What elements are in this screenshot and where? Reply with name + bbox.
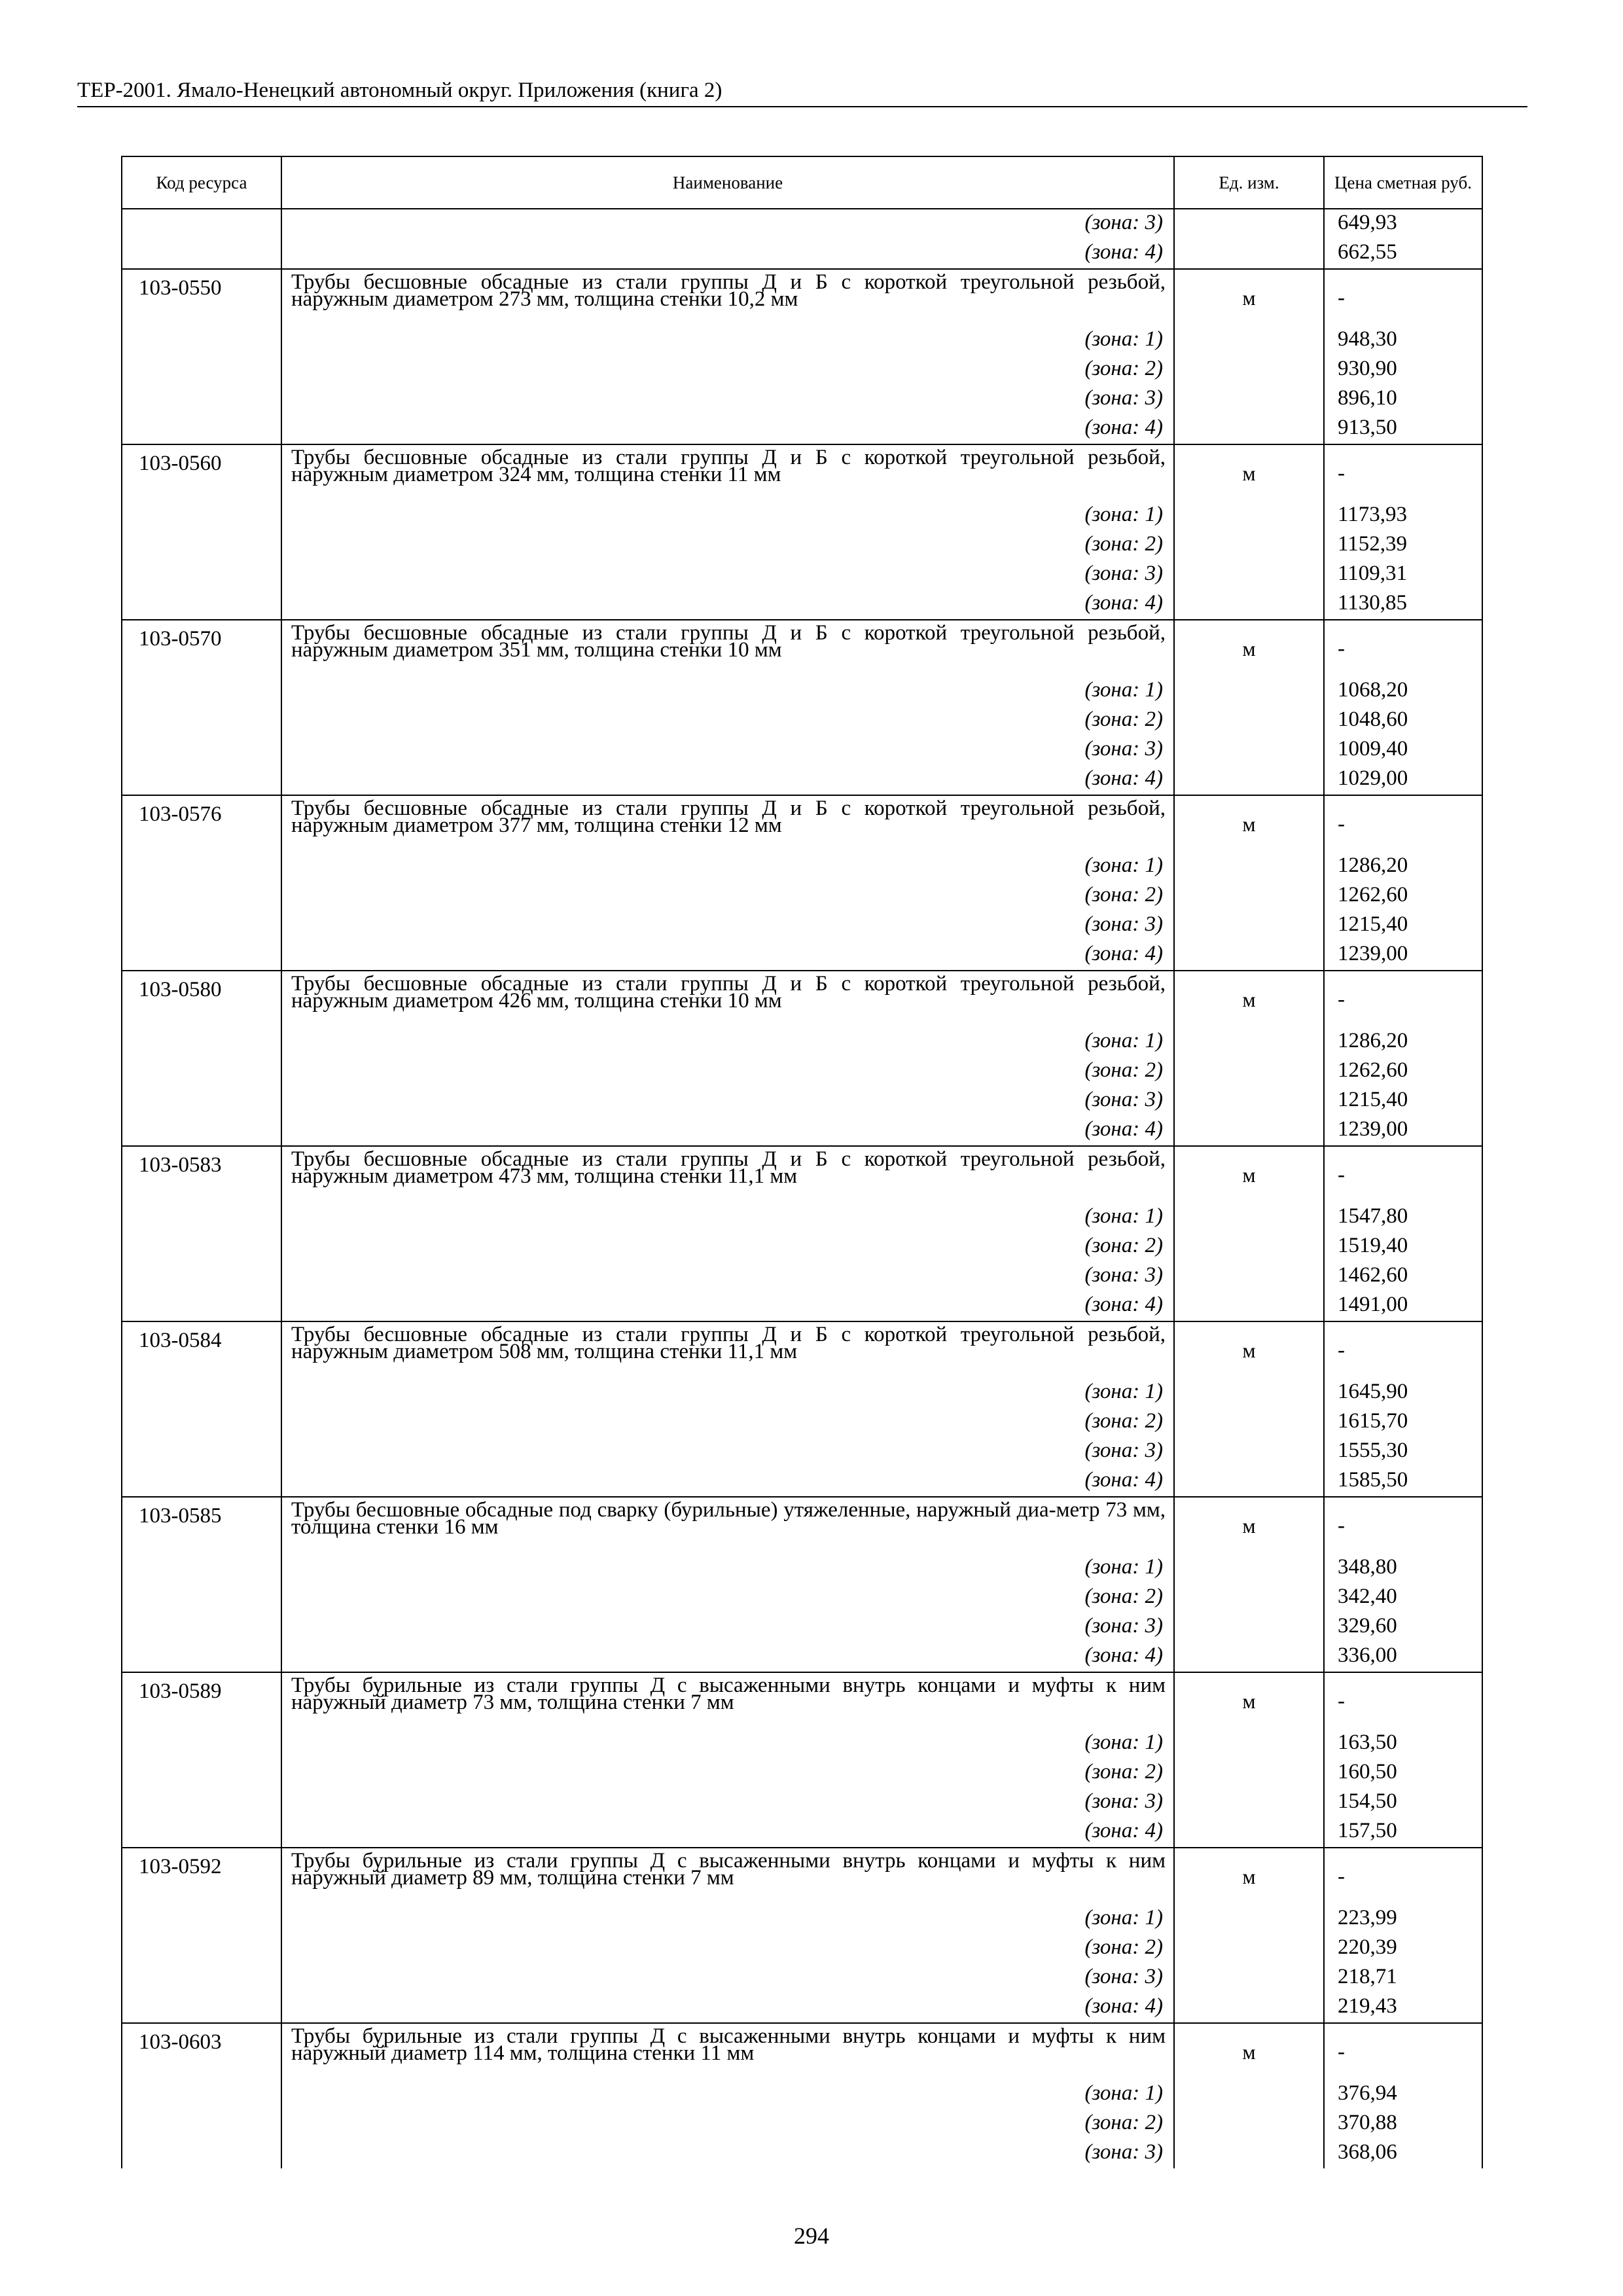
- unit-cell-empty: [1174, 1759, 1324, 1788]
- zone-price: 376,94: [1324, 2080, 1482, 2109]
- resource-code: 103-0576: [122, 795, 281, 971]
- zone-label: (зона: 1): [281, 1378, 1174, 1408]
- unit-cell-empty: [1174, 2109, 1324, 2139]
- zone-price: 336,00: [1324, 1642, 1482, 1672]
- zone-row: [122, 531, 1482, 560]
- unit-cell-empty: [1174, 765, 1324, 795]
- resource-row: [122, 620, 1482, 677]
- unit-cell-empty: [1174, 590, 1324, 620]
- resource-price: -: [1324, 971, 1482, 1028]
- unit-cell-empty: [1174, 1613, 1324, 1642]
- zone-row: [122, 1642, 1482, 1672]
- zone-price: 1262,60: [1324, 882, 1482, 911]
- resource-code: 103-0584: [122, 1321, 281, 1497]
- zone-label: (зона: 2): [281, 706, 1174, 736]
- continuation-group: [122, 209, 1482, 269]
- zone-price: 1555,30: [1324, 1437, 1482, 1467]
- zone-label: (зона: 3): [281, 1086, 1174, 1116]
- zone-row: [122, 239, 1482, 269]
- unit-cell-empty: [1174, 1028, 1324, 1057]
- zone-label: (зона: 3): [281, 736, 1174, 765]
- zone-price: 160,50: [1324, 1759, 1482, 1788]
- zone-label: (зона: 1): [281, 1554, 1174, 1583]
- unit-cell-empty: [1174, 560, 1324, 590]
- zone-row: [122, 1378, 1482, 1408]
- zone-price: 1215,40: [1324, 1086, 1482, 1116]
- zone-price: 1215,40: [1324, 911, 1482, 941]
- zone-price: 662,55: [1324, 239, 1482, 269]
- zone-price: 220,39: [1324, 1934, 1482, 1964]
- zone-label: (зона: 3): [281, 385, 1174, 414]
- unit-cell-empty: [1174, 1232, 1324, 1262]
- zone-row: [122, 1818, 1482, 1848]
- resource-price: -: [1324, 2023, 1482, 2080]
- resource-name: Трубы бурильные из стали группы Д с высаженными внутрь концами и муфты к ним наружный диаметр 89 мм, толщина стенки 7 мм: [281, 1848, 1174, 1905]
- zone-label: (зона: 2): [281, 882, 1174, 911]
- zone-label: (зона: 3): [281, 2139, 1174, 2168]
- resource-name: Трубы бесшовные обсадные из стали группы Д и Б с короткой треугольной резьбой, наружным диаметром 377 мм, толщина стенки 12 мм: [281, 795, 1174, 852]
- unit-cell-empty: [1174, 1291, 1324, 1321]
- resource-name: Трубы бесшовные обсадные из стали группы Д и Б с короткой треугольной резьбой, наружным диаметром 351 мм, толщина стенки 10 мм: [281, 620, 1174, 677]
- zone-price: 1109,31: [1324, 560, 1482, 590]
- resource-code: 103-0603: [122, 2023, 281, 2168]
- zone-price: 1262,60: [1324, 1057, 1482, 1086]
- unit-cell-empty: [1174, 1262, 1324, 1291]
- zone-row: [122, 2080, 1482, 2109]
- resource-price: -: [1324, 1146, 1482, 1203]
- unit-cell-empty: [1174, 1993, 1324, 2023]
- zone-row: [122, 1116, 1482, 1146]
- zone-price: 154,50: [1324, 1788, 1482, 1818]
- resource-group: [122, 2023, 1482, 2168]
- zone-price: 1547,80: [1324, 1203, 1482, 1232]
- unit-cell-empty: [1174, 1086, 1324, 1116]
- zone-row: [122, 1437, 1482, 1467]
- zone-price: 1029,00: [1324, 765, 1482, 795]
- zone-label: (зона: 1): [281, 852, 1174, 882]
- zone-label: (зона: 3): [281, 1613, 1174, 1642]
- resource-group: [122, 620, 1482, 795]
- unit-cell-empty: [1174, 239, 1324, 269]
- zone-label: (зона: 4): [281, 1642, 1174, 1672]
- zone-price: 930,90: [1324, 355, 1482, 385]
- zone-label: (зона: 2): [281, 2109, 1174, 2139]
- page-number: 294: [794, 2223, 829, 2249]
- resource-code: 103-0580: [122, 971, 281, 1146]
- resource-group: [122, 971, 1482, 1146]
- resource-unit: м: [1174, 971, 1324, 1028]
- zone-row: [122, 941, 1482, 971]
- resource-row: [122, 1672, 1482, 1729]
- zone-row: [122, 765, 1482, 795]
- resource-price: -: [1324, 444, 1482, 501]
- column-header-price: Цена сметная руб.: [1324, 156, 1482, 209]
- zone-label: (зона: 2): [281, 1408, 1174, 1437]
- zone-row: [122, 1554, 1482, 1583]
- resource-price: -: [1324, 795, 1482, 852]
- zone-label: (зона: 1): [281, 1905, 1174, 1934]
- unit-cell-empty: [1174, 677, 1324, 706]
- zone-row: [122, 736, 1482, 765]
- zone-price: 948,30: [1324, 326, 1482, 355]
- unit-cell-empty: [1174, 1583, 1324, 1613]
- zone-row: [122, 1086, 1482, 1116]
- zone-label: (зона: 4): [281, 765, 1174, 795]
- resource-row: [122, 1146, 1482, 1203]
- zone-label: (зона: 3): [281, 911, 1174, 941]
- zone-price: 368,06: [1324, 2139, 1482, 2168]
- zone-label: (зона: 4): [281, 1467, 1174, 1497]
- unit-cell-empty: [1174, 1788, 1324, 1818]
- zone-label: (зона: 4): [281, 1291, 1174, 1321]
- zone-row: [122, 1028, 1482, 1057]
- resource-code: 103-0550: [122, 269, 281, 444]
- unit-cell-empty: [1174, 1729, 1324, 1759]
- resource-row: [122, 1321, 1482, 1378]
- zone-row: [122, 1057, 1482, 1086]
- zone-label: (зона: 4): [281, 941, 1174, 971]
- zone-label: (зона: 3): [281, 1788, 1174, 1818]
- zone-price: 1009,40: [1324, 736, 1482, 765]
- resource-row: [122, 1497, 1482, 1554]
- zone-row: [122, 882, 1482, 911]
- resource-name: Трубы бесшовные обсадные из стали группы Д и Б с короткой треугольной резьбой, наружным диаметром 273 мм, толщина стенки 10,2 мм: [281, 269, 1174, 326]
- zone-price: 649,93: [1324, 209, 1482, 239]
- resource-row: [122, 269, 1482, 326]
- resource-name: Трубы бесшовные обсадные из стали группы Д и Б с короткой треугольной резьбой, наружным диаметром 324 мм, толщина стенки 11 мм: [281, 444, 1174, 501]
- zone-row: [122, 2139, 1482, 2168]
- zone-row: [122, 1729, 1482, 1759]
- zone-row: [122, 2109, 1482, 2139]
- resource-code: 103-0570: [122, 620, 281, 795]
- zone-label: (зона: 2): [281, 355, 1174, 385]
- resource-unit: м: [1174, 1672, 1324, 1729]
- code-cell-empty: [122, 239, 281, 269]
- resource-group: [122, 1146, 1482, 1321]
- zone-price: 896,10: [1324, 385, 1482, 414]
- unit-cell-empty: [1174, 1203, 1324, 1232]
- zone-label: (зона: 3): [281, 560, 1174, 590]
- header-rule: [77, 106, 1527, 107]
- zone-price: 1173,93: [1324, 501, 1482, 531]
- unit-cell-empty: [1174, 852, 1324, 882]
- resource-group: [122, 444, 1482, 620]
- resource-name: Трубы бурильные из стали группы Д с высаженными внутрь концами и муфты к ним наружный диаметр 114 мм, толщина стенки 11 мм: [281, 2023, 1174, 2080]
- zone-price: 1286,20: [1324, 1028, 1482, 1057]
- resource-code: 103-0589: [122, 1672, 281, 1848]
- resource-price: -: [1324, 1672, 1482, 1729]
- zone-price: 342,40: [1324, 1583, 1482, 1613]
- zone-row: [122, 1203, 1482, 1232]
- resource-row: [122, 444, 1482, 501]
- unit-cell-empty: [1174, 736, 1324, 765]
- zone-row: [122, 326, 1482, 355]
- zone-label: (зона: 3): [281, 1262, 1174, 1291]
- zone-row: [122, 385, 1482, 414]
- unit-cell-empty: [1174, 385, 1324, 414]
- zone-price: 1585,50: [1324, 1467, 1482, 1497]
- resource-table-wrapper: [121, 156, 1483, 2168]
- unit-cell-empty: [1174, 209, 1324, 239]
- resource-unit: м: [1174, 269, 1324, 326]
- unit-cell-empty: [1174, 911, 1324, 941]
- zone-label: (зона: 2): [281, 1232, 1174, 1262]
- zone-price: 370,88: [1324, 2109, 1482, 2139]
- resource-code: 103-0585: [122, 1497, 281, 1672]
- zone-row: [122, 1467, 1482, 1497]
- unit-cell-empty: [1174, 941, 1324, 971]
- resource-name: Трубы бурильные из стали группы Д с высаженными внутрь концами и муфты к ним наружный диаметр 73 мм, толщина стенки 7 мм: [281, 1672, 1174, 1729]
- unit-cell-empty: [1174, 1818, 1324, 1848]
- zone-row: [122, 1408, 1482, 1437]
- table-header-row: [122, 156, 1482, 209]
- zone-row: [122, 1905, 1482, 1934]
- zone-price: 219,43: [1324, 1993, 1482, 2023]
- zone-label: (зона: 1): [281, 1203, 1174, 1232]
- zone-price: 913,50: [1324, 414, 1482, 444]
- zone-price: 1239,00: [1324, 941, 1482, 971]
- resource-unit: м: [1174, 795, 1324, 852]
- unit-cell-empty: [1174, 2080, 1324, 2109]
- zone-label: (зона: 3): [281, 1964, 1174, 1993]
- zone-row: [122, 1934, 1482, 1964]
- unit-cell-empty: [1174, 1437, 1324, 1467]
- resource-row: [122, 2023, 1482, 2080]
- resource-code: 103-0583: [122, 1146, 281, 1321]
- zone-label: (зона: 4): [281, 1818, 1174, 1848]
- zone-row: [122, 414, 1482, 444]
- zone-label: (зона: 4): [281, 239, 1174, 269]
- page-header-title: ТЕР-2001. Ямало-Ненецкий автономный округ. Приложения (книга 2): [77, 79, 722, 102]
- zone-label: (зона: 1): [281, 1729, 1174, 1759]
- unit-cell-empty: [1174, 1057, 1324, 1086]
- zone-row: [122, 1964, 1482, 1993]
- zone-price: 348,80: [1324, 1554, 1482, 1583]
- zone-label: (зона: 3): [281, 209, 1174, 239]
- zone-price: 163,50: [1324, 1729, 1482, 1759]
- zone-row: [122, 677, 1482, 706]
- zone-row: [122, 852, 1482, 882]
- unit-cell-empty: [1174, 706, 1324, 736]
- column-header-name: Наименование: [281, 156, 1174, 209]
- unit-cell-empty: [1174, 501, 1324, 531]
- resource-name: Трубы бесшовные обсадные из стали группы Д и Б с короткой треугольной резьбой, наружным диаметром 473 мм, толщина стенки 11,1 мм: [281, 1146, 1174, 1203]
- unit-cell-empty: [1174, 1467, 1324, 1497]
- resource-group: [122, 1497, 1482, 1672]
- unit-cell-empty: [1174, 2139, 1324, 2168]
- resource-row: [122, 795, 1482, 852]
- zone-row: [122, 706, 1482, 736]
- zone-row: [122, 911, 1482, 941]
- resource-unit: м: [1174, 1848, 1324, 1905]
- resource-price: -: [1324, 1321, 1482, 1378]
- resource-name: Трубы бесшовные обсадные под сварку (бурильные) утяжеленные, наружный диа-метр 73 мм, толщина стенки 16 мм: [281, 1497, 1174, 1554]
- zone-row: [122, 560, 1482, 590]
- unit-cell-empty: [1174, 1964, 1324, 1993]
- zone-price: 1239,00: [1324, 1116, 1482, 1146]
- resource-unit: м: [1174, 1497, 1324, 1554]
- resource-row: [122, 971, 1482, 1028]
- zone-price: 1462,60: [1324, 1262, 1482, 1291]
- zone-row: [122, 1232, 1482, 1262]
- zone-price: 1645,90: [1324, 1378, 1482, 1408]
- zone-price: 1519,40: [1324, 1232, 1482, 1262]
- resource-price: -: [1324, 620, 1482, 677]
- column-header-unit: Ед. изм.: [1174, 156, 1324, 209]
- resource-group: [122, 269, 1482, 444]
- resource-price: -: [1324, 1497, 1482, 1554]
- zone-label: (зона: 4): [281, 590, 1174, 620]
- zone-label: (зона: 1): [281, 501, 1174, 531]
- zone-label: (зона: 3): [281, 1437, 1174, 1467]
- zone-price: 1068,20: [1324, 677, 1482, 706]
- resource-unit: м: [1174, 2023, 1324, 2080]
- zone-label: (зона: 1): [281, 2080, 1174, 2109]
- zone-row: [122, 1613, 1482, 1642]
- zone-row: [122, 1788, 1482, 1818]
- resource-unit: м: [1174, 1321, 1324, 1378]
- zone-price: 1491,00: [1324, 1291, 1482, 1321]
- unit-cell-empty: [1174, 1378, 1324, 1408]
- resource-unit: м: [1174, 1146, 1324, 1203]
- resource-group: [122, 1321, 1482, 1497]
- zone-label: (зона: 1): [281, 1028, 1174, 1057]
- zone-price: 1286,20: [1324, 852, 1482, 882]
- resource-row: [122, 1848, 1482, 1905]
- zone-price: 223,99: [1324, 1905, 1482, 1934]
- zone-label: (зона: 4): [281, 414, 1174, 444]
- zone-row: [122, 1262, 1482, 1291]
- unit-cell-empty: [1174, 1642, 1324, 1672]
- resource-code: 103-0592: [122, 1848, 281, 2023]
- resource-group: [122, 795, 1482, 971]
- zone-label: (зона: 2): [281, 1057, 1174, 1086]
- unit-cell-empty: [1174, 1934, 1324, 1964]
- unit-cell-empty: [1174, 414, 1324, 444]
- unit-cell-empty: [1174, 1116, 1324, 1146]
- zone-row: [122, 590, 1482, 620]
- resource-name: Трубы бесшовные обсадные из стали группы Д и Б с короткой треугольной резьбой, наружным диаметром 508 мм, толщина стенки 11,1 мм: [281, 1321, 1174, 1378]
- unit-cell-empty: [1174, 326, 1324, 355]
- resource-price: -: [1324, 269, 1482, 326]
- zone-price: 1615,70: [1324, 1408, 1482, 1437]
- zone-label: (зона: 2): [281, 1759, 1174, 1788]
- zone-row: [122, 501, 1482, 531]
- zone-label: (зона: 4): [281, 1116, 1174, 1146]
- unit-cell-empty: [1174, 531, 1324, 560]
- zone-row: [122, 355, 1482, 385]
- zone-label: (зона: 4): [281, 1993, 1174, 2023]
- zone-row: [122, 1583, 1482, 1613]
- zone-label: (зона: 2): [281, 1583, 1174, 1613]
- resource-unit: м: [1174, 444, 1324, 501]
- zone-row: [122, 1759, 1482, 1788]
- zone-price: 1130,85: [1324, 590, 1482, 620]
- zone-price: 218,71: [1324, 1964, 1482, 1993]
- zone-label: (зона: 2): [281, 1934, 1174, 1964]
- column-header-code: Код ресурса: [122, 156, 281, 209]
- zone-row: [122, 1993, 1482, 2023]
- zone-label: (зона: 2): [281, 531, 1174, 560]
- zone-price: 157,50: [1324, 1818, 1482, 1848]
- resource-group: [122, 1672, 1482, 1848]
- resource-name: Трубы бесшовные обсадные из стали группы Д и Б с короткой треугольной резьбой, наружным диаметром 426 мм, толщина стенки 10 мм: [281, 971, 1174, 1028]
- resource-unit: м: [1174, 620, 1324, 677]
- zone-row: [122, 209, 1482, 239]
- zone-row: [122, 1291, 1482, 1321]
- zone-price: 329,60: [1324, 1613, 1482, 1642]
- resource-price: -: [1324, 1848, 1482, 1905]
- zone-label: (зона: 1): [281, 326, 1174, 355]
- unit-cell-empty: [1174, 1408, 1324, 1437]
- unit-cell-empty: [1174, 355, 1324, 385]
- zone-label: (зона: 1): [281, 677, 1174, 706]
- resource-group: [122, 1848, 1482, 2023]
- zone-price: 1048,60: [1324, 706, 1482, 736]
- unit-cell-empty: [1174, 1554, 1324, 1583]
- code-cell-empty: [122, 209, 281, 239]
- resource-code: 103-0560: [122, 444, 281, 620]
- resource-price-table: [121, 156, 1483, 2168]
- zone-price: 1152,39: [1324, 531, 1482, 560]
- unit-cell-empty: [1174, 1905, 1324, 1934]
- unit-cell-empty: [1174, 882, 1324, 911]
